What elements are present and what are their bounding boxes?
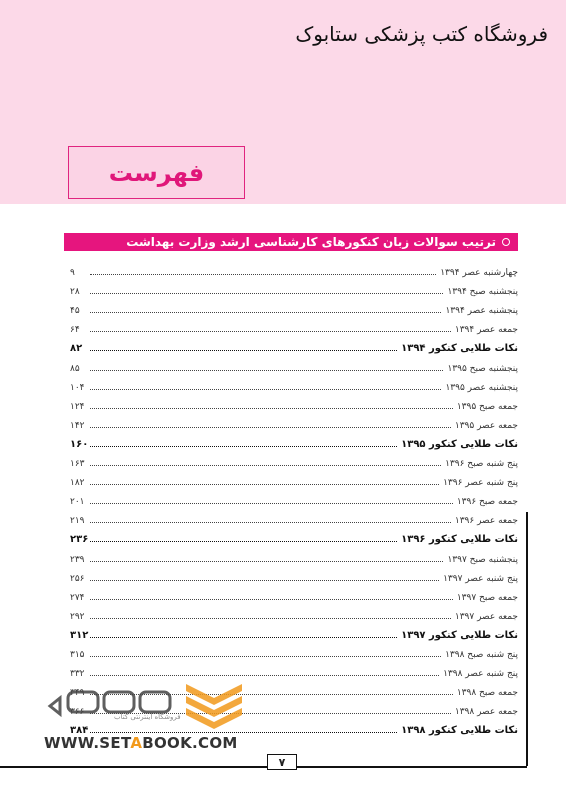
dot-leader bbox=[90, 331, 451, 332]
dot-leader bbox=[90, 427, 451, 428]
toc-entry-label: پنج شنبه عصر ۱۳۹۸ bbox=[443, 669, 518, 680]
watermark-tagline: فروشگاه اینترنتی کتاب bbox=[114, 713, 181, 721]
footer-rule bbox=[0, 766, 527, 768]
toc-entry-page: ۳۱۲ bbox=[70, 629, 89, 641]
toc-entry bbox=[70, 469, 518, 488]
toc-entry-page: ۲۸ bbox=[70, 287, 80, 298]
toc-entry-label: جمعه صبح ۱۳۹۷ bbox=[456, 592, 518, 603]
toc-entry bbox=[70, 660, 518, 679]
toc-entry bbox=[70, 393, 518, 412]
toc-entry-label: پنجشنبه عصر ۱۳۹۵ bbox=[445, 382, 518, 393]
circle-bullet-icon bbox=[502, 238, 510, 246]
toc-entry-label: چهارشنبه عصر ۱۳۹۴ bbox=[440, 268, 518, 279]
dot-leader bbox=[90, 312, 441, 313]
toc-entry-page: ۱۸۲ bbox=[70, 478, 85, 489]
toc-entry-label: پنجشنبه صبح ۱۳۹۵ bbox=[447, 363, 518, 374]
toc-entry-highlight bbox=[70, 526, 518, 545]
toc-entry bbox=[70, 316, 518, 335]
toc-title: فهرست bbox=[108, 158, 205, 187]
toc-entry-page: ۲۱۹ bbox=[70, 516, 85, 527]
toc-entry-label: پنج شنبه عصر ۱۳۹۶ bbox=[443, 478, 518, 489]
toc-entry bbox=[70, 297, 518, 316]
toc-entry-page: ۲۵۶ bbox=[70, 573, 85, 584]
toc-entry bbox=[70, 603, 518, 622]
dot-leader bbox=[90, 293, 443, 294]
toc-entry-label: جمعه عصر ۱۳۹۶ bbox=[454, 516, 518, 527]
toc-entry-label: پنجشنبه صبح ۱۳۹۷ bbox=[447, 554, 518, 565]
dot-leader bbox=[90, 408, 453, 409]
dot-leader bbox=[90, 541, 397, 542]
toc-entry bbox=[70, 259, 518, 278]
toc-entry-label: پنج شنبه صبح ۱۳۹۸ bbox=[445, 649, 518, 660]
toc-entry bbox=[70, 354, 518, 373]
dot-leader bbox=[90, 465, 441, 466]
toc-entry-page: ۲۳۹ bbox=[70, 554, 85, 565]
toc-entry-page: ۲۰۱ bbox=[70, 497, 85, 508]
dot-leader bbox=[90, 389, 441, 390]
toc-entry bbox=[70, 507, 518, 526]
toc-entry-label: پنجشنبه عصر ۱۳۹۴ bbox=[445, 306, 518, 317]
toc-entry-highlight bbox=[70, 431, 518, 450]
toc-entry-label: جمعه صبح ۱۳۹۶ bbox=[456, 497, 518, 508]
logo-lettering-icon bbox=[50, 692, 170, 714]
vertical-rule bbox=[526, 512, 528, 766]
toc-entry bbox=[70, 412, 518, 431]
toc-entry-label: جمعه صبح ۱۳۹۸ bbox=[456, 688, 518, 699]
toc-entry-label: جمعه عصر ۱۳۹۸ bbox=[454, 707, 518, 718]
toc-entry-page: ۱۲۴ bbox=[70, 401, 85, 412]
toc-entry-page: ۲۳۶ bbox=[70, 534, 89, 546]
dot-leader bbox=[90, 561, 443, 562]
toc-entry-label: نکات طلایی کنکور ۱۳۹۶ bbox=[401, 534, 518, 546]
toc-entry-page: ۳۱۵ bbox=[70, 649, 85, 660]
toc-entry-page: ۲۹۲ bbox=[70, 611, 85, 622]
section-header bbox=[64, 233, 518, 251]
toc-entry bbox=[70, 641, 518, 660]
toc-entry-highlight bbox=[70, 622, 518, 641]
dot-leader bbox=[90, 656, 441, 657]
dot-leader bbox=[90, 446, 397, 447]
toc-entry-label: نکات طلایی کنکور ۱۳۹۵ bbox=[401, 438, 518, 450]
toc-entry bbox=[70, 488, 518, 507]
toc-entry-label: پنج شنبه عصر ۱۳۹۷ bbox=[443, 573, 518, 584]
store-title: فروشگاه کتب پزشکی ستابوک bbox=[295, 22, 548, 46]
watermark-site-main: WWW.SET bbox=[44, 734, 131, 752]
toc-entry-label: پنج شنبه صبح ۱۳۹۶ bbox=[445, 459, 518, 470]
toc-entry bbox=[70, 584, 518, 603]
dot-leader bbox=[90, 503, 453, 504]
toc-entry-label: نکات طلایی کنکور ۱۳۹۷ bbox=[401, 629, 518, 641]
dot-leader bbox=[90, 274, 436, 275]
page-number: ۷ bbox=[267, 754, 297, 770]
toc-entry-page: ۱۶۳ bbox=[70, 459, 85, 470]
toc-title-box bbox=[68, 146, 245, 199]
toc-entry bbox=[70, 374, 518, 393]
toc-entry-page: ۱۰۴ bbox=[70, 382, 85, 393]
toc-entry bbox=[70, 278, 518, 297]
toc-entry-page: ۸۵ bbox=[70, 363, 80, 374]
dot-leader bbox=[90, 637, 397, 638]
watermark-site-tail: BOOK.COM bbox=[142, 734, 238, 752]
toc-entry-highlight bbox=[70, 335, 518, 354]
toc-entry-page: ۹ bbox=[70, 268, 75, 279]
toc-entry-label: جمعه عصر ۱۳۹۷ bbox=[454, 611, 518, 622]
setabook-logo bbox=[44, 678, 244, 737]
watermark-site-accent: A bbox=[130, 734, 143, 752]
toc-entry-page: ۸۲ bbox=[70, 343, 83, 355]
dot-leader bbox=[90, 599, 453, 600]
toc-entry bbox=[70, 545, 518, 564]
toc-entry bbox=[70, 565, 518, 584]
chevron-logo-icon bbox=[186, 684, 242, 729]
dot-leader bbox=[90, 580, 439, 581]
dot-leader bbox=[90, 350, 397, 351]
dot-leader bbox=[90, 675, 439, 676]
toc-entry-page: ۱۶۰ bbox=[70, 438, 89, 450]
toc-entry-page: ۳۴۹ bbox=[70, 688, 85, 699]
toc-entry-label: جمعه صبح ۱۳۹۵ bbox=[456, 401, 518, 412]
toc-entry-label: پنجشنبه صبح ۱۳۹۴ bbox=[447, 287, 518, 298]
toc-entry-label: نکات طلایی کنکور ۱۳۹۴ bbox=[401, 343, 518, 355]
toc-entry-list bbox=[70, 259, 518, 736]
section-title: ترتیب سوالات زبان کنکورهای کارشناسی ارشد وزارت بهداشت bbox=[126, 235, 496, 249]
toc-entry-label: جمعه عصر ۱۳۹۴ bbox=[454, 325, 518, 336]
toc-entry-page: ۱۴۲ bbox=[70, 420, 85, 431]
toc-entry-page: ۴۵ bbox=[70, 306, 80, 317]
toc-entry-page: ۲۷۴ bbox=[70, 592, 85, 603]
dot-leader bbox=[90, 370, 443, 371]
toc-entry-page: ۳۸۴ bbox=[70, 725, 89, 737]
dot-leader bbox=[90, 618, 451, 619]
toc-entry bbox=[70, 450, 518, 469]
toc-entry-page: ۳۶۶ bbox=[70, 707, 85, 718]
dot-leader bbox=[90, 484, 439, 485]
toc-entry-label: نکات طلایی کنکور ۱۳۹۸ bbox=[401, 725, 518, 737]
toc-entry-page: ۳۳۲ bbox=[70, 669, 85, 680]
dot-leader bbox=[90, 522, 451, 523]
toc-entry-label: جمعه عصر ۱۳۹۵ bbox=[454, 420, 518, 431]
toc-entry-page: ۶۴ bbox=[70, 325, 80, 336]
watermark-site bbox=[44, 734, 238, 752]
